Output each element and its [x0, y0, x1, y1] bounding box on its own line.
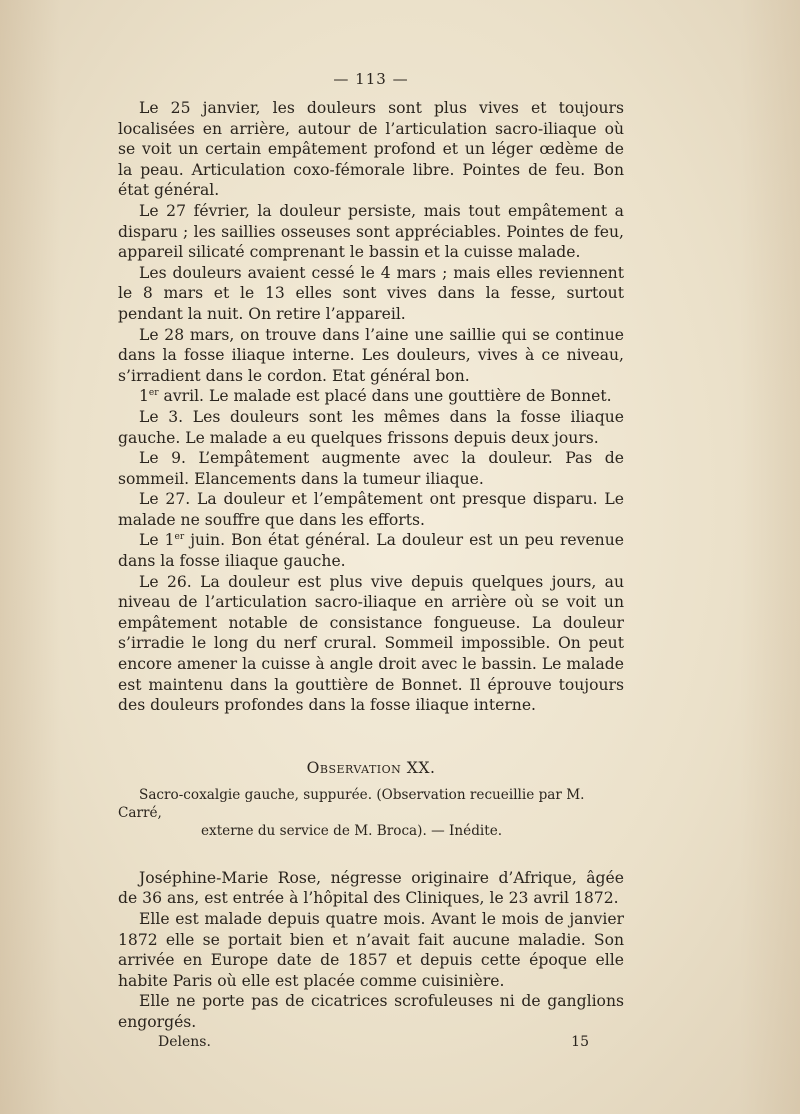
paragraph: Le 1er juin. Bon état général. La douleur est un peu revenue dans la fosse iliaque gauche.: [118, 531, 624, 571]
case-notes-bottom: [118, 868, 624, 1033]
paragraph: Joséphine-Marie Rose, négresse originaire d’Afrique, âgée de 36 ans, est entrée à l’hôpital des Cliniques, le 23 avril 1872.: [118, 868, 624, 908]
case-notes-top: [118, 98, 624, 716]
book-page: [118, 66, 624, 1051]
paragraph: Elle est malade depuis quatre mois. Avant le mois de janvier 1872 elle se portait bien et n’avait fait aucune maladie. Son arrivée en Europe date de 1857 et depuis cette époque elle habite Paris où elle est placée comme cuisinière.: [118, 910, 624, 990]
paragraph: Le 27 février, la douleur persiste, mais tout empâtement a disparu ; les saillies osseuses sont appréciables. Pointes de feu, appareil silicaté comprenant le bassin et la cuisse malade.: [118, 201, 624, 262]
paragraph: Le 9. L’empâtement augmente avec la douleur. Pas de sommeil. Elancements dans la tumeur iliaque.: [118, 449, 624, 488]
observation-subtitle: Sacro-coxalgie gauche, suppurée. (Observation recueillie par M. Carré, externe du service de M. Broca). — Inédite.: [118, 786, 585, 839]
footer-author: Delens.: [158, 1033, 211, 1050]
paragraph: Les douleurs avaient cessé le 4 mars ; mais elles reviennent le 8 mars et le 13 elles sont vives dans la fesse, surtout pendant la nuit. On retire l’appareil.: [118, 263, 624, 323]
page-footer: [118, 1033, 624, 1051]
paragraph: Le 25 janvier, les douleurs sont plus vives et toujours localisées en arrière, autour de l’articulation sacro-iliaque où se voit un certain empâtement profond et un léger œdème de la peau. Articulation coxo-fémorale libre. Pointes de feu. Bon état général.: [118, 99, 624, 200]
paragraph: 1er avril. Le malade est placé dans une gouttière de Bonnet.: [139, 387, 612, 406]
page-number: — 113 —: [333, 70, 409, 88]
paragraph: Le 3. Les douleurs sont les mêmes dans la fosse iliaque gauche. Le malade a eu quelques frissons depuis deux jours.: [118, 407, 624, 447]
paragraph: Le 28 mars, on trouve dans l’aine une saillie qui se continue dans la fosse iliaque interne. Les douleurs, vives à ce niveau, s’irradient dans le cordon. Etat général bon.: [118, 325, 625, 385]
observation-title: Observation XX.: [306, 758, 436, 777]
paragraph: Le 27. La douleur et l’empâtement ont presque disparu. Le malade ne souffre que dans les efforts.: [118, 490, 625, 529]
paragraph: Le 26. La douleur est plus vive depuis quelques jours, au niveau de l’articulation sacro-iliaque en arrière où se voit un empâtement notable de consistance fongueuse. La douleur s’irradie le long du nerf crural. Sommeil impossible. On peut encore amener la cuisse à angle droit avec le bassin. Le malade est maintenu dans la gouttière de Bonnet. Il éprouve toujours des douleurs profondes dans la fosse iliaque interne.: [118, 572, 624, 715]
signature-mark: 15: [571, 1033, 589, 1050]
paragraph: Elle ne porte pas de cicatrices scrofuleuses ni de ganglions engorgés.: [118, 992, 624, 1031]
